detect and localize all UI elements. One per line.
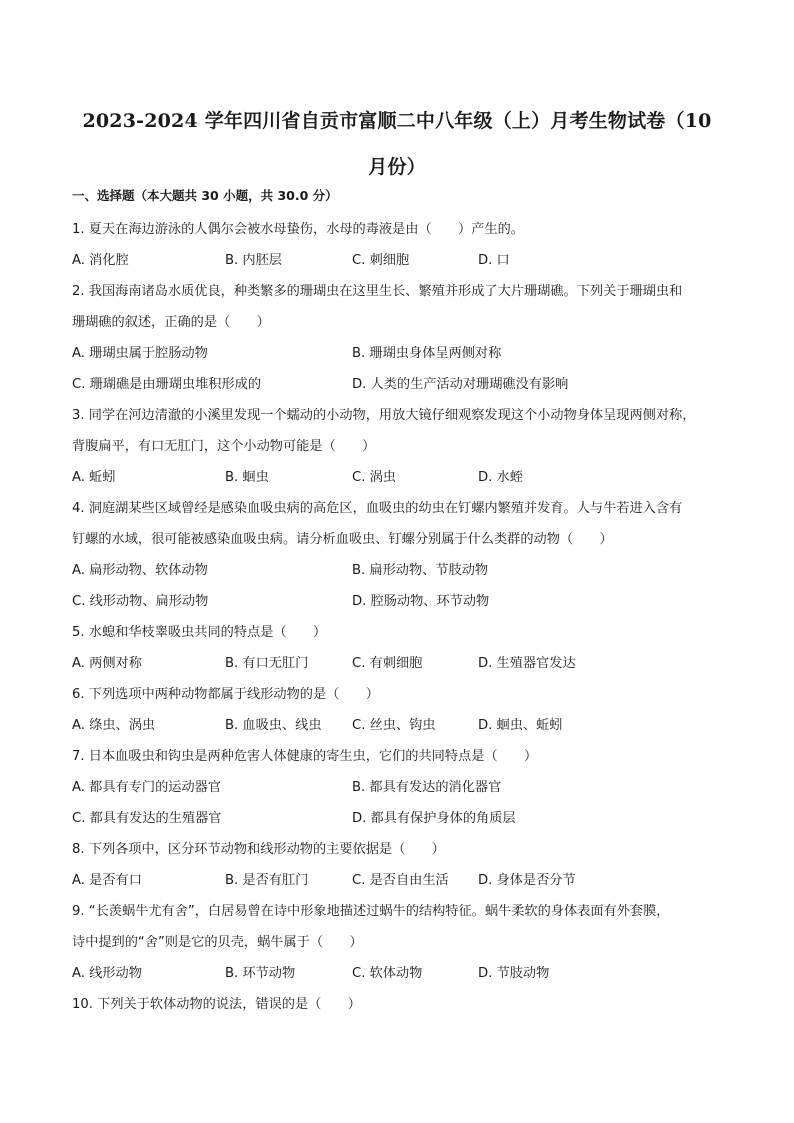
option-row (72, 648, 732, 679)
answer-option: B. 环节动物 (225, 966, 296, 981)
question-stem-line: 珊瑚礁的叙述，正确的是（ ） (72, 315, 270, 330)
question-stem-line: 6. 下列选项中两种动物都属于线形动物的是（ ） (72, 687, 379, 702)
answer-option: A. 都具有专门的运动器官 (72, 780, 222, 795)
question-stem-line: 钉螺的水域，很可能被感染血吸虫病。请分析血吸虫、钉螺分别属于什么类群的动物（ ） (72, 532, 613, 547)
answer-option: C. 有刺细胞 (352, 656, 423, 671)
answer-option: A. 珊瑚虫属于腔肠动物 (72, 346, 208, 361)
exam-title (60, 98, 734, 190)
answer-option: D. 都具有保护身体的角质层 (352, 811, 516, 826)
answer-option: D. 生殖器官发达 (478, 656, 576, 671)
question-stem-line: 背腹扁平，有口无肛门，这个小动物可能是（ ） (72, 439, 376, 454)
option-row (72, 462, 732, 493)
answer-option: A. 线形动物 (72, 966, 142, 981)
question-stem-line: 3. 同学在河边清澈的小溪里发现一个蠕动的小动物，用放大镜仔细观察发现这个小动物身体呈现两侧对称， (72, 408, 696, 423)
option-row (72, 245, 732, 276)
answer-option: B. 都具有发达的消化器官 (352, 780, 502, 795)
question-5 (72, 617, 732, 679)
answer-option: B. 扁形动物、节肢动物 (352, 563, 489, 578)
title-line-2: 月份） (368, 156, 426, 178)
answer-option: B. 血吸虫、线虫 (225, 718, 322, 733)
answer-option: C. 丝虫、钩虫 (352, 718, 436, 733)
question-stem-line: 2. 我国海南诸岛水质优良，种类繁多的珊瑚虫在这里生长、繁殖并形成了大片珊瑚礁。下列关于珊瑚虫和 (72, 284, 683, 299)
question-stem-line: 诗中提到的“舍”则是它的贝壳，蜗牛属于（ ） (72, 935, 363, 950)
question-7 (72, 741, 732, 834)
question-stem-line: 1. 夏天在海边游泳的人偶尔会被水母蛰伤，水母的毒液是由（ ）产生的。 (72, 222, 524, 237)
option-row (72, 369, 732, 400)
answer-option: B. 珊瑚虫身体呈两侧对称 (352, 346, 502, 361)
answer-option: A. 消化腔 (72, 253, 129, 268)
question-stem-line: 5. 水螅和华枝睾吸虫共同的特点是（ ） (72, 625, 327, 640)
answer-option: D. 腔肠动物、环节动物 (352, 594, 490, 609)
question-1 (72, 214, 732, 276)
answer-option: B. 蛔虫 (225, 470, 269, 485)
question-stem-line: 8. 下列各项中，区分环节动物和线形动物的主要依据是（ ） (72, 842, 445, 857)
question-6 (72, 679, 732, 741)
title-line-1: 2023-2024 学年四川省自贡市富顺二中八年级（上）月考生物试卷（10 (82, 110, 712, 132)
question-list (72, 214, 732, 1020)
option-row (72, 803, 732, 834)
answer-option: C. 是否自由生活 (352, 873, 449, 888)
option-row (72, 772, 732, 803)
option-row (72, 865, 732, 896)
question-10 (72, 989, 732, 1020)
answer-option: B. 有口无肛门 (225, 656, 309, 671)
answer-option: B. 内胚层 (225, 253, 282, 268)
answer-option: C. 线形动物、扁形动物 (72, 594, 209, 609)
answer-option: D. 身体是否分节 (478, 873, 576, 888)
answer-option: A. 两侧对称 (72, 656, 142, 671)
answer-option: D. 口 (478, 253, 510, 268)
answer-option: C. 涡虫 (352, 470, 396, 485)
question-3 (72, 400, 732, 493)
question-9 (72, 896, 732, 989)
question-8 (72, 834, 732, 896)
question-4 (72, 493, 732, 617)
question-stem-line: 7. 日本血吸虫和钩虫是两种危害人体健康的寄生虫，它们的共同特点是（ ） (72, 749, 538, 764)
answer-option: D. 蛔虫、蚯蚓 (478, 718, 563, 733)
answer-option: C. 都具有发达的生殖器官 (72, 811, 222, 826)
answer-option: A. 是否有口 (72, 873, 142, 888)
question-stem-line: 9. “长羡蜗牛尤有舍”，白居易曾在诗中形象地描述过蜗牛的结构特征。蜗牛柔软的身体表面有外套膜， (72, 904, 670, 919)
question-2 (72, 276, 732, 400)
section-heading: 一、选择题（本大题共 30 小题，共 30.0 分） (72, 188, 338, 203)
answer-option: C. 软体动物 (352, 966, 423, 981)
answer-option: C. 珊瑚礁是由珊瑚虫堆积形成的 (72, 377, 262, 392)
answer-option: D. 节肢动物 (478, 966, 550, 981)
option-row (72, 710, 732, 741)
answer-option: B. 是否有肛门 (225, 873, 309, 888)
answer-option: A. 扁形动物、软体动物 (72, 563, 208, 578)
answer-option: D. 人类的生产活动对珊瑚礁没有影响 (352, 377, 569, 392)
option-row (72, 555, 732, 586)
option-row (72, 958, 732, 989)
question-stem-line: 4. 洞庭湖某些区域曾经是感染血吸虫病的高危区，血吸虫的幼虫在钉螺内繁殖并发育。人与牛若进入含有 (72, 501, 683, 516)
question-stem-line: 10. 下列关于软体动物的说法，错误的是（ ） (72, 997, 361, 1012)
option-row (72, 338, 732, 369)
option-row (72, 586, 732, 617)
answer-option: A. 蚯蚓 (72, 470, 116, 485)
answer-option: D. 水蛭 (478, 470, 523, 485)
answer-option: C. 刺细胞 (352, 253, 410, 268)
answer-option: A. 绦虫、涡虫 (72, 718, 156, 733)
